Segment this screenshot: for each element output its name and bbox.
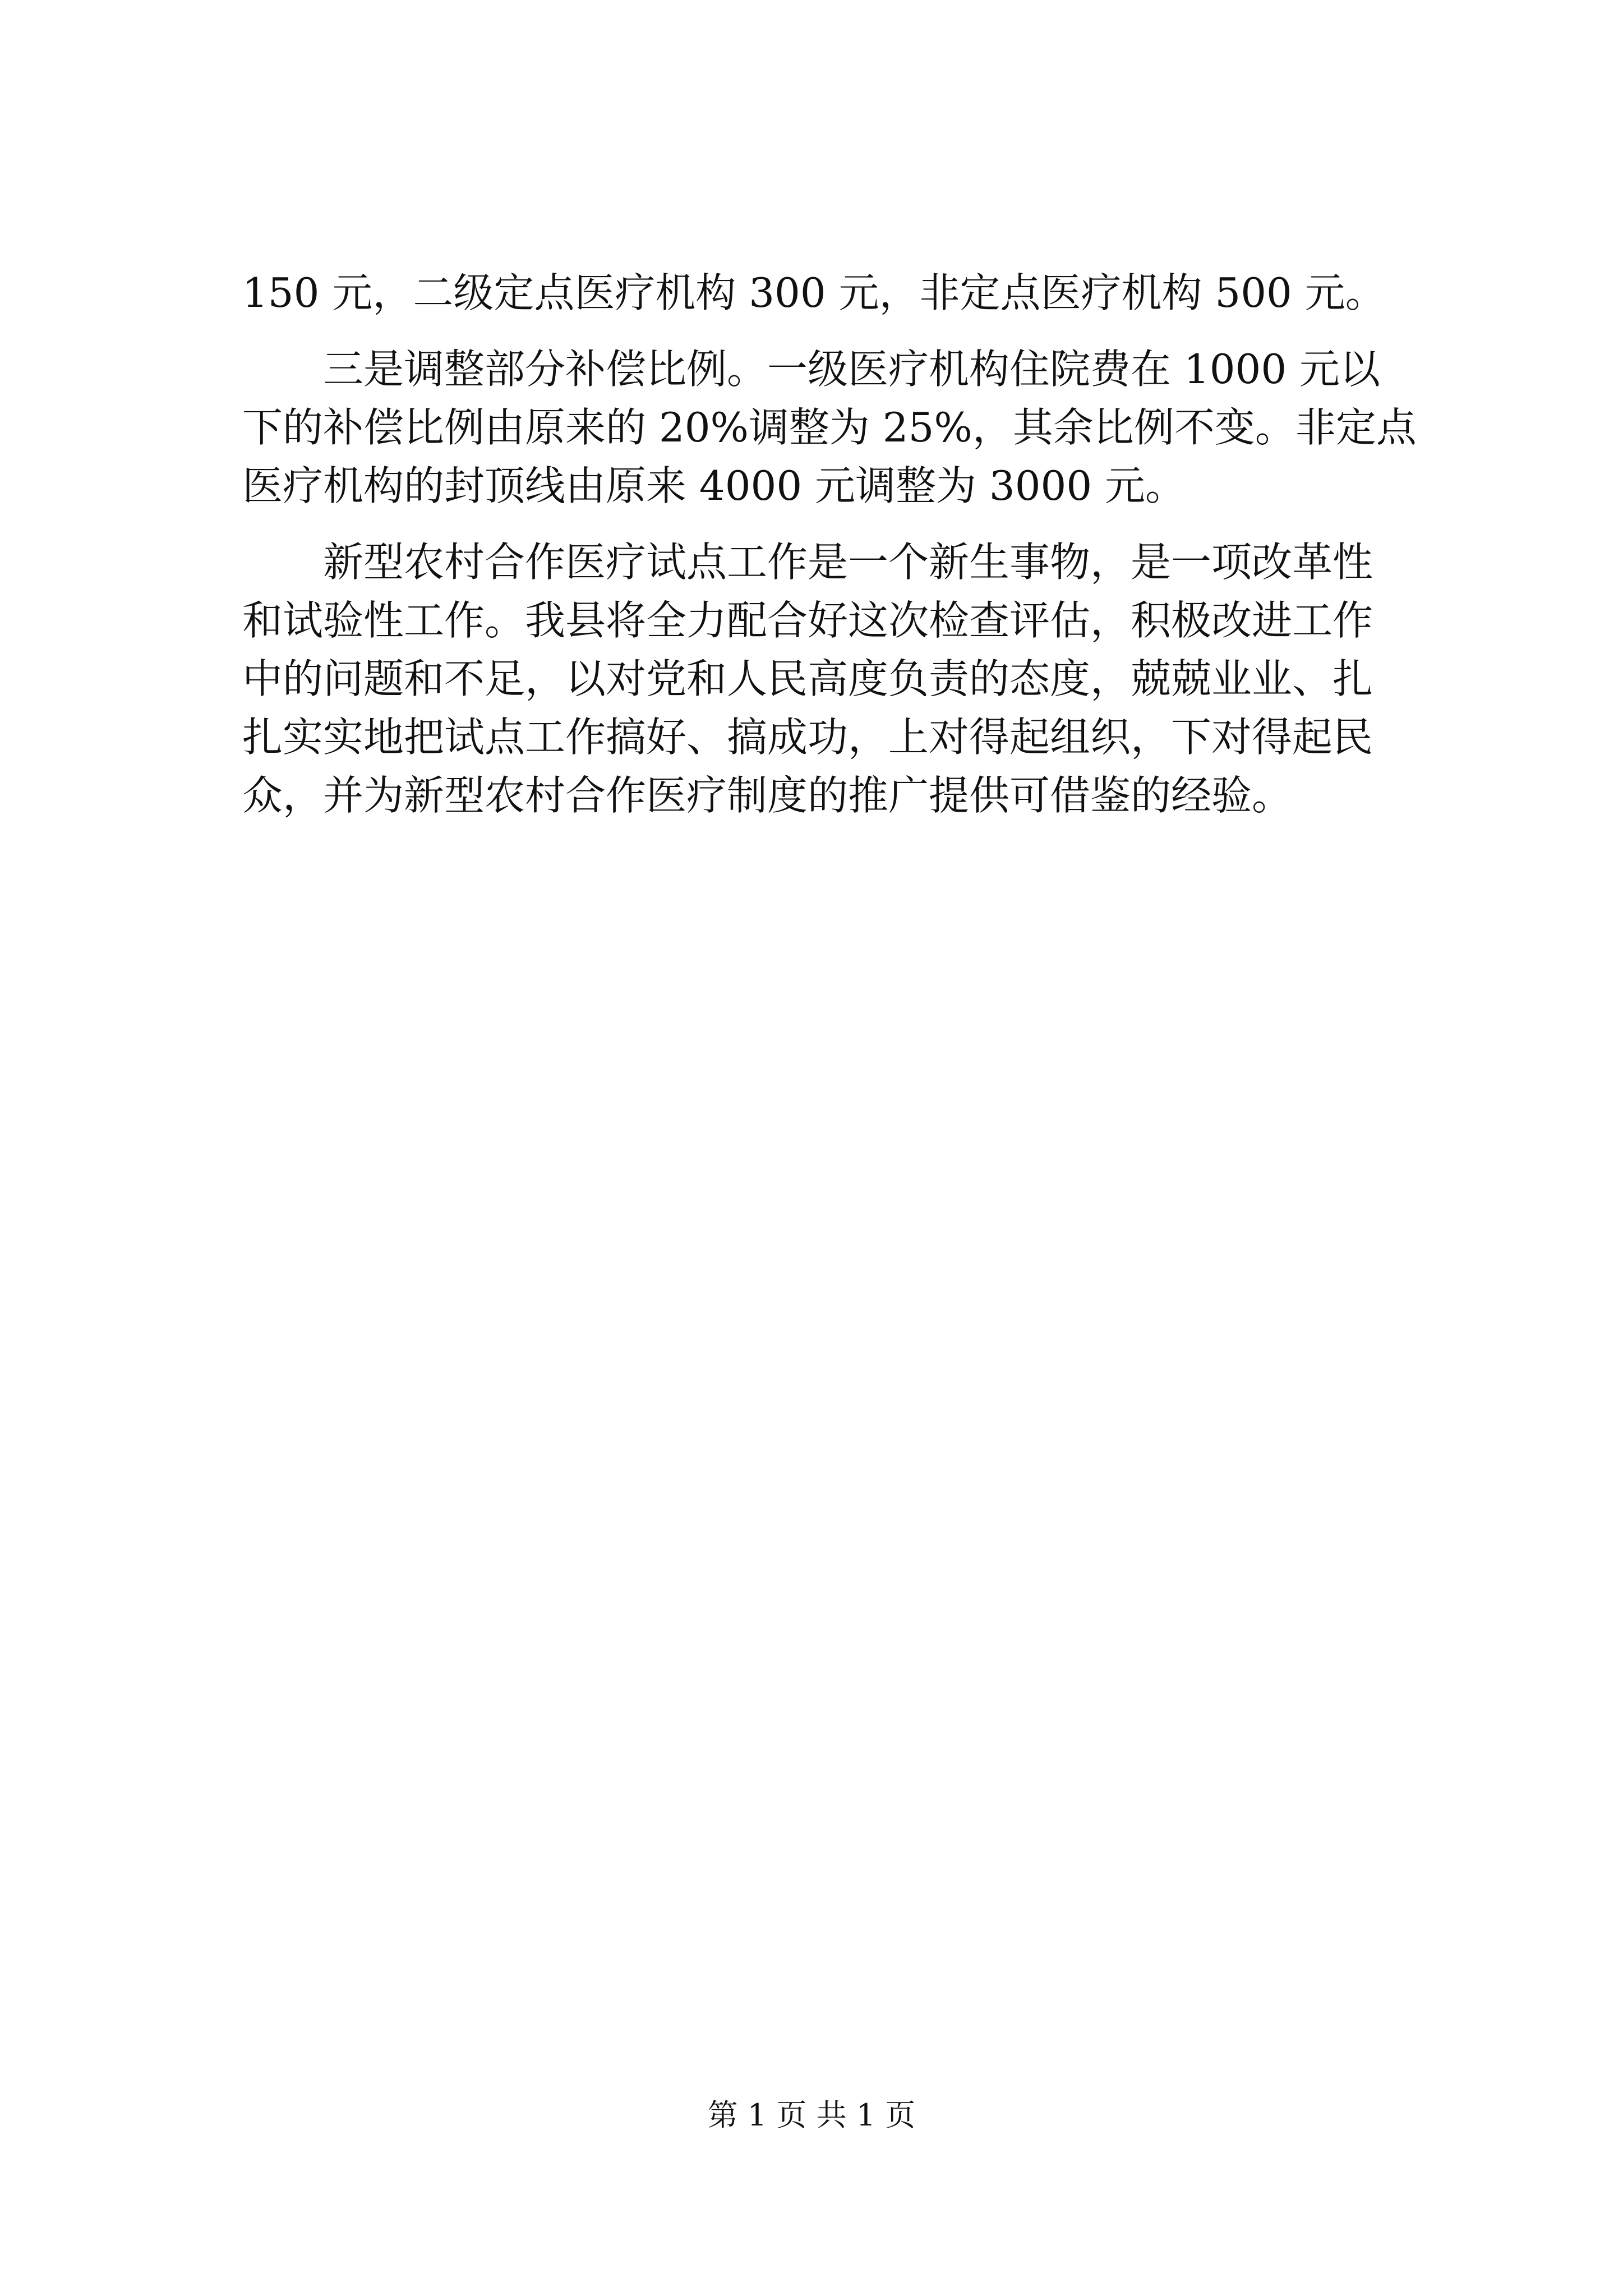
text-line: 和试验性工作。我县将全力配合好这次检查评估，积极改进工作 [242, 597, 1373, 644]
page-footer [0, 2096, 1623, 2135]
text-line: 扎实实地把试点工作搞好、搞成功，上对得起组织，下对得起民 [242, 714, 1373, 761]
text-line: 150 元，二级定点医疗机构 300 元，非定点医疗机构 500 元。 [242, 269, 1386, 316]
text-line: 三是调整部分补偿比例。一级医疗机构住院费在 1000 元以 [323, 346, 1381, 393]
text-line: 医疗机构的封顶线由原来 4000 元调整为 3000 元。 [242, 462, 1186, 509]
text-line: 中的问题和不足，以对党和人民高度负责的态度，兢兢业业、扎 [242, 655, 1373, 702]
page-number-label: 第 1 页 共 1 页 [707, 2097, 916, 2133]
text-line: 众，并为新型农村合作医疗制度的推广提供可借鉴的经验。 [242, 772, 1293, 819]
paragraph-gap [242, 515, 1426, 533]
text-line: 新型农村合作医疗试点工作是一个新生事物，是一项改革性 [323, 539, 1373, 586]
paragraph-gap [242, 322, 1426, 340]
document-body [242, 264, 1426, 825]
text-line: 下的补偿比例由原来的 20%调整为 25%，其余比例不变。非定点 [242, 404, 1417, 451]
